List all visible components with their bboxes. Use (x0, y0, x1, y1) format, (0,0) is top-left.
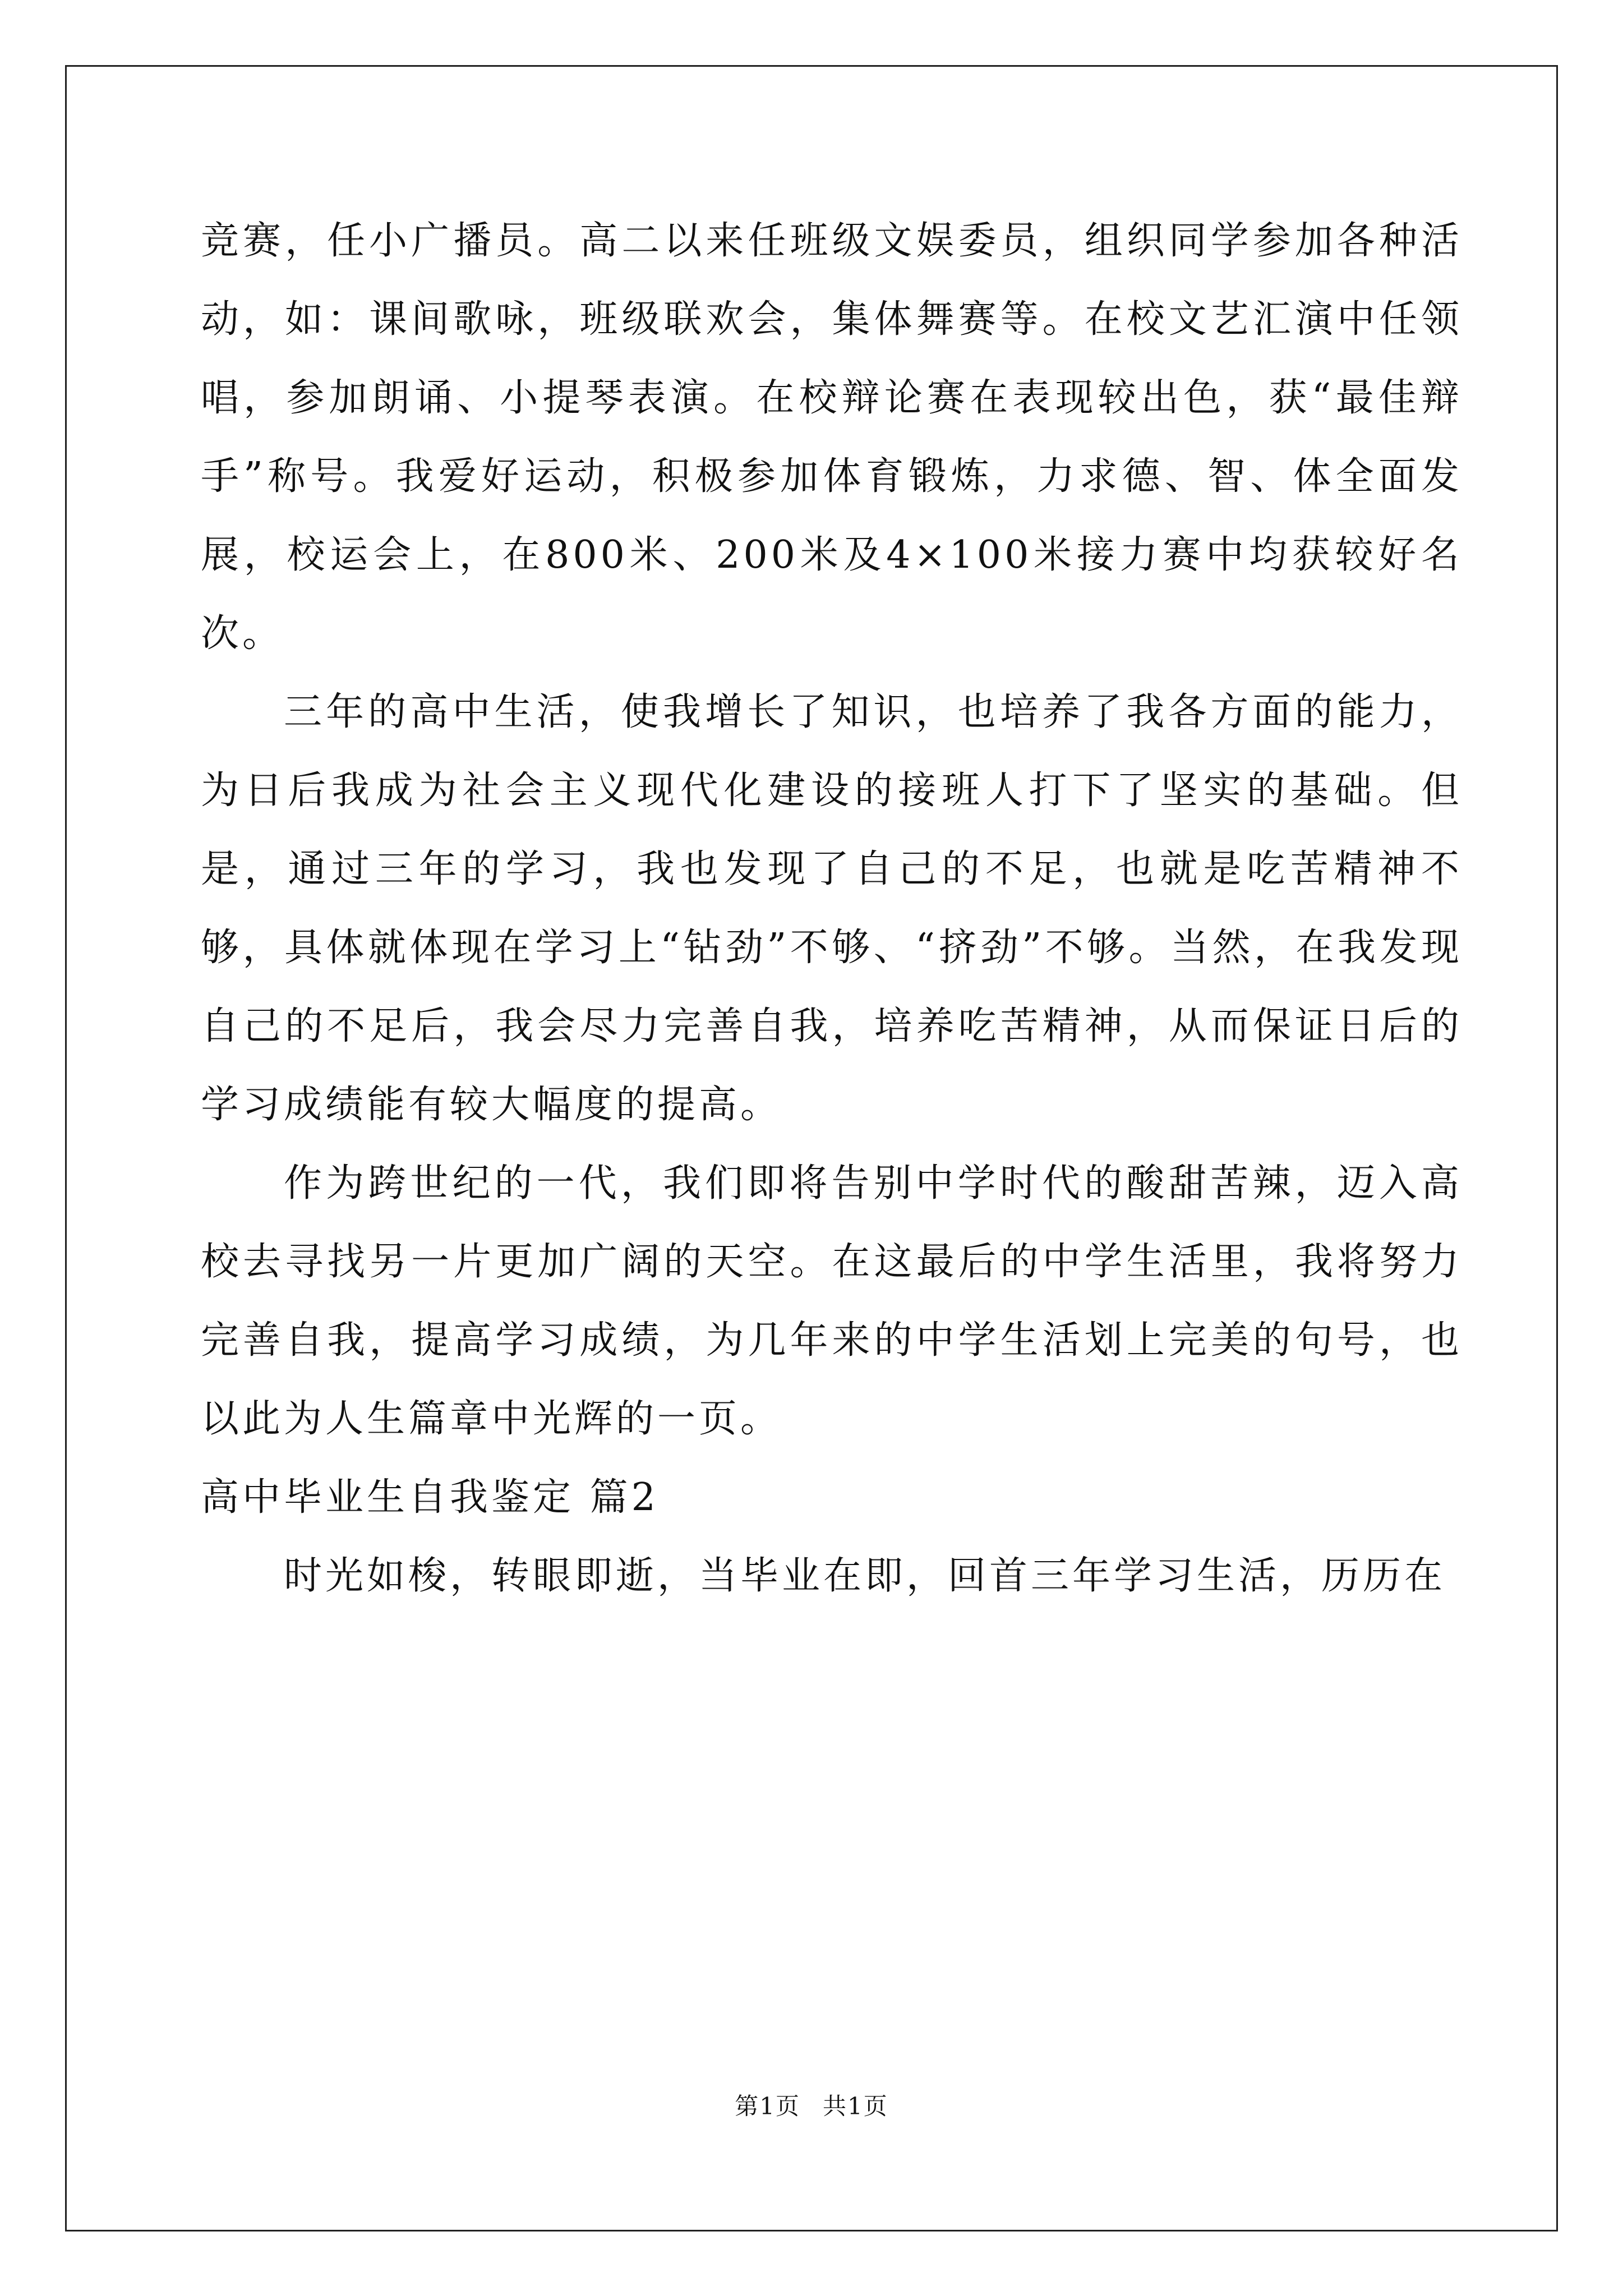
page-total: 共1页 (823, 2092, 888, 2120)
section-paragraph: 时光如梭，转眼即逝，当毕业在即，回首三年学习生活，历历在 (284, 1554, 1446, 1598)
section-heading: 高中毕业生自我鉴定 篇2 (201, 1475, 659, 1520)
document-body (201, 202, 1463, 1616)
paragraph-2: 三年的高中生活，使我增长了知识，也培养了我各方面的能力，为日后我成为社会主义现代化建设的接班人打下了坚实的基础。但是，通过三年的学习，我也发现了自己的不足，也就是吃苦精神不够，具体就体现在学习上“钻劲”不够、“挤劲”不够。当然，在我发现自己的不足后，我会尽力完善自我，培养吃苦精神，从而保证日后的学习成绩能有较大幅度的提高。 (201, 690, 1463, 1127)
page-footer (0, 2090, 1623, 2123)
page-number: 第1页 (735, 2092, 800, 2120)
paragraph-3: 作为跨世纪的一代，我们即将告别中学时代的酸甜苦辣，迈入高校去寻找另一片更加广阔的天空。在这最后的中学生活里，我将努力完善自我，提高学习成绩，为几年来的中学生活划上完美的句号，也以此为人生篇章中光辉的一页。 (201, 1161, 1463, 1441)
paragraph-1: 竞赛，任小广播员。高二以来任班级文娱委员，组织同学参加各种活动，如：课间歌咏，班级联欢会，集体舞赛等。在校文艺汇演中任领唱，参加朗诵、小提琴表演。在校辩论赛在表现较出色，获“最佳辩手”称号。我爱好运动，积极参加体育锻炼，力求德、智、体全面发展，校运会上，在800米、200米及4×100米接力赛中均获较好名次。 (201, 219, 1463, 656)
